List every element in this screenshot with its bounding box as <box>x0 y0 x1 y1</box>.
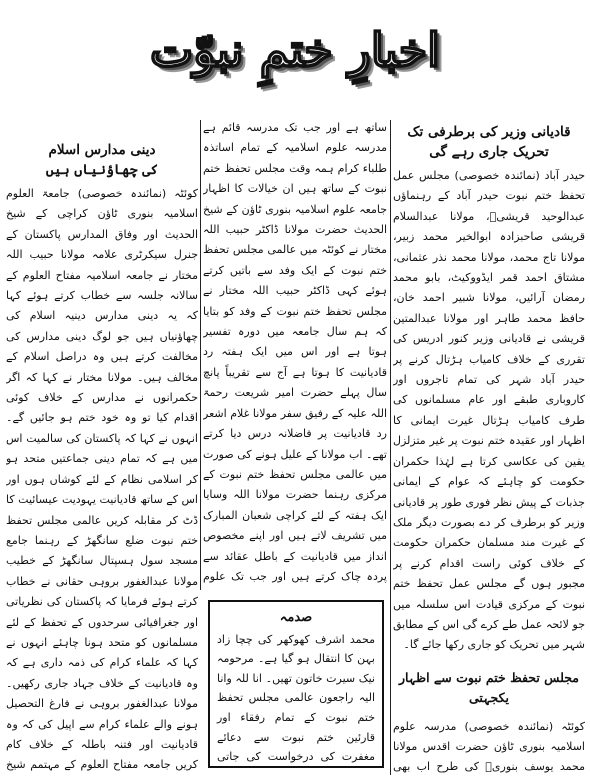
article-middle <box>203 118 387 586</box>
article-right <box>393 122 585 777</box>
article-left-body: کوئٹہ (نمائندہ خصوصی) جامعۃ العلوم اسلامیہ بنوری ٹاؤن کراچی کے شیخ الحدیث اور وفاق المدارس پاکستان کے جنرل سیکرٹری علامہ مولانا حبیب اللہ مختار نے جامعہ اسلامیہ مفتاح العلوم کے سالانہ جلسہ سے خطاب کرتے ہوئے کہا کہ یہ دینی مدارس دینیہ اسلام کی چھاؤنیاں ہیں جو لوگ دینی مدارس کی مخالفت کرتے ہیں وہ دراصل اسلام کے مخالف ہیں۔ مولانا مختار نے کہا کہ اگر حکمرانوں نے مدارس کے خلاف کوئی اقدام کیا تو وہ خود ختم ہو جائیں گے۔ انہوں نے کہا کہ پاکستان کی سالمیت اس میں ہے کہ تمام دینی جماعتیں متحد ہو کر اسلامی نظام کے لئے کوشاں ہوں اور اس کے ساتھ قادیانیت یہودیت عیسائیت کا ڈٹ کر مقابلہ کریں عالمی مجلس تحفظ ختم نبوت ضلع سانگھڑ کے رہنما جامع مسجد سول ہسپتال سانگھڑ کے خطیب مولانا عبدالغفور بروہی حقانی نے خطاب کرتے ہوئے فرمایا کہ پاکستان کی نظریاتی اور جغرافیائی سرحدوں کے تحفظ کے لئے مسلمانوں کو متحد ہونا چاہئے انہوں نے کہا کہ علماء کرام کی ذمہ داری ہے کہ وہ قادیانیت کے خلاف جہاد جاری رکھیں۔ مولانا عبدالغفور بروہی نے فارغ التحصیل ہونے والے علماء کرام سے اپیل کی کہ وہ قادیانیت اور فتنہ باطلہ کے خلاف کام کریں جامعہ مفتاح العلوم کے مہتمم شیخ <box>6 187 198 772</box>
column-divider-left <box>200 120 201 590</box>
notice-body: محمد اشرف کھوکھر کی چچا زاد بہن کا انتقال ہو گیا ہے۔ مرحومہ نیک سیرت خاتون تھیں۔ انا للہ وانا الیہ راجعون عالمی مجلس تحفظ ختم نبوت کے تمام رفقاء اور قارئین ختم نبوت سے دعائے مغفرت کی درخواست کی جاتی <box>217 632 375 764</box>
notice-title: صدمہ <box>279 610 313 625</box>
article-left <box>6 140 198 775</box>
masthead-title: اخبارِ ختمِ نبوّت <box>149 23 441 77</box>
notice-box <box>208 600 384 768</box>
article-right-heading-line2: تحریک جاری رہے گی <box>429 144 549 160</box>
article-right-heading <box>393 122 585 162</box>
article-left-heading-line1: دینی مدارس اسلام <box>48 142 156 158</box>
article-right-sub-body: کوئٹہ (نمائندہ خصوصی) مدرسہ علوم اسلامیہ بنوری ٹاؤن حضرت اقدس مولانا محمد یوسف بنوریؒ کی طرح اب بھی <box>393 719 585 774</box>
article-left-heading-line2: کی چھاؤنیاں ہیں <box>45 162 159 178</box>
article-right-body: حیدر آباد (نمائندہ خصوصی) مجلس عمل تحفظ ختم نبوت حیدر آباد کے رہنماؤں عبدالوحید قریشیؒ، مولانا عبدالسلام قریشی صاحبزادہ ابوالخیر محمد زبیر، مولانا تاج محمد، مولانا محمد نذر عثمانی، مشتاق احمد قمر ایڈووکیٹ، بابو محمد رمضان آرائیں، مولانا شبیر احمد خان، حافظ محمد طاہر اور مولانا عبدالمتین قریشی نے قادیانی وزیر کنور ادریس کی تقرری کے خلاف کامیاب ہڑتال کرنے پر حیدر آباد شہر کی تمام تاجروں اور کاروباری طبقے اور عام مسلمانوں کی طرف کامیاب ہڑتال غیرت ایمانی کا اظہار اور عقیدہ ختم نبوت پر غیر متزلزل یقین کی عکاسی کرتا ہے لہٰذا حکمران حکومت کو چاہئے کہ عوام کے ایمانی جذبات کے پیش نظر فوری طور پر قادیانی وزیر کو برطرف کر دے بصورت دیگر ملک کے غیرت مند مسلمان حکمران حکومت کے خلاف کوئی راست اقدام کرنے پر مجبور ہوں گے مجلس عمل تحفظ ختم نبوت کے مرکزی قیادت اس سلسلہ میں جو لائحہ عمل طے کرے گی اس کے مطابق شہر میں تحریک کو جاری رکھا جائے گا۔ <box>393 169 585 652</box>
article-right-subheading: مجلس تحفظ ختم نبوت سے اظہار یکجہتی <box>398 669 580 706</box>
article-left-heading <box>6 140 198 180</box>
article-middle-body: ساتھ ہے اور جب تک مدرسہ قائم ہے مدرسہ علوم اسلامیہ کے تمام اساتذہ طلباء کرام ہمہ وقت مجلس تحفظ ختم نبوت کے ساتھ ہیں ان خیالات کا اظہار جامعہ علوم اسلامیہ بنوری ٹاؤن کے شیخ الحدیث حضرت مولانا ڈاکٹر حبیب اللہ مختار نے کوئٹہ میں عالمی مجلس تحفظ ختم نبوت کے ایک وفد سے باتیں کرتے ہوئے کہی ڈاکٹر حبیب اللہ مختار نے مجلس تحفظ ختم نبوت کے وفد کو بتایا کہ ہم سال جامعہ میں دورہ تفسیر ہوتا ہے اور اس میں ایک ہفتہ رد قادیانیت کا ہوتا ہے آج سے تقریباً پانچ سال پہلے حضرت امیر شریعت رحمۃ اللہ علیہ کے رفیق سفر مولانا غلام اشعر رد قادیانیت پر فاضلانہ درس دیا کرتے تھے۔ اب مولانا کے علیل ہونے کی صورت میں عالمی مجلس تحفظ ختم نبوت کے مرکزی رہنما حضرت مولانا اللہ وسایا ایک ہفتہ کے لئے کراچی شعبان المبارک میں تشریف لاتے ہیں اور اپنے مخصوص انداز میں قادیانیت کے باطل عقائد سے پردہ چاک کرتے ہیں اور جب تک علوم <box>203 121 387 583</box>
masthead <box>70 8 520 92</box>
column-divider-right <box>390 120 391 775</box>
article-right-heading-line1: قادیانی وزیر کی برطرفی تک <box>407 124 571 140</box>
